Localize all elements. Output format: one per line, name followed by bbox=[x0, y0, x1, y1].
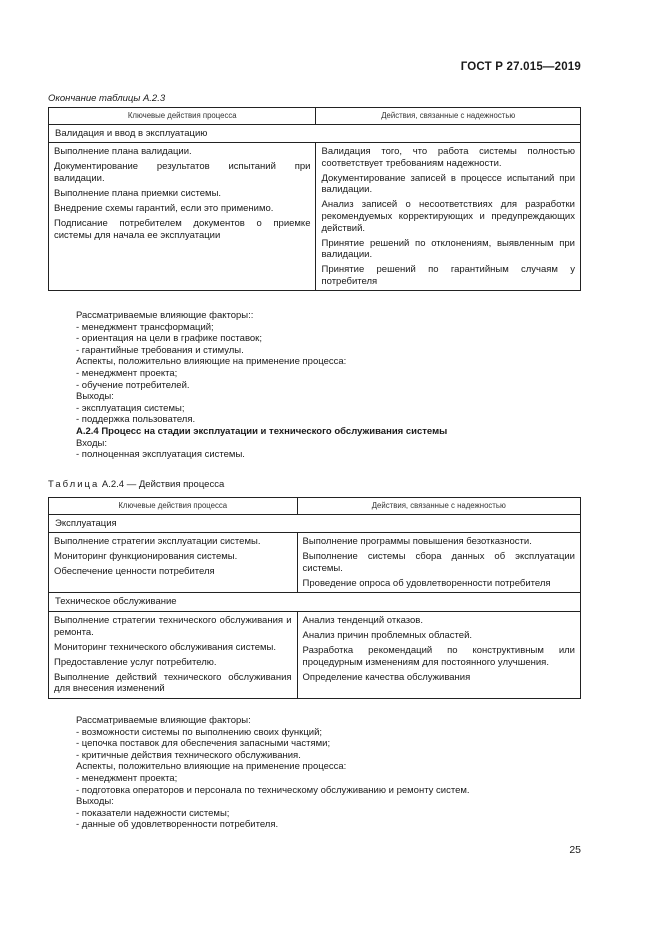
cell-paragraph: Принятие решений по гарантийным случаям у потребителя bbox=[321, 264, 575, 287]
cell-paragraph: Принятие решений по отклонениям, выявленным при валидации. bbox=[321, 237, 575, 261]
reliability-actions-cell bbox=[316, 143, 581, 291]
cell-paragraph: Внедрение схемы гарантий, если это применимо. bbox=[54, 202, 274, 214]
outputs-heading: Выходы: bbox=[76, 796, 114, 808]
reliability-actions-cell bbox=[297, 611, 580, 698]
cell-paragraph: Проведение опроса об удовлетворенности потребителя bbox=[302, 577, 551, 589]
cell-paragraph: Выполнение стратегии эксплуатации системы. bbox=[54, 536, 261, 548]
table-section-row bbox=[49, 124, 581, 143]
cell-paragraph: Разработка рекомендаций по конструктивным или процедурным изменениям для постоянного улучшения. bbox=[302, 645, 575, 668]
list-item: - гарантийные требования и стимулы. bbox=[76, 344, 244, 356]
cell-paragraph: Анализ причин проблемных областей. bbox=[302, 630, 473, 642]
list-item: - ориентация на цели в графике поставок; bbox=[76, 333, 262, 345]
list-item: - цепочка поставок для обеспечения запасными частями; bbox=[76, 738, 331, 750]
cell-paragraph: Обеспечение ценности потребителя bbox=[54, 566, 215, 578]
page-number: 25 bbox=[569, 844, 581, 856]
table-section-row bbox=[49, 593, 581, 612]
list-item: - подготовка операторов и персонала по техническому обслуживанию и ремонту систем. bbox=[76, 784, 470, 796]
key-actions-cell bbox=[49, 533, 298, 593]
cell-paragraph: Определение качества обслуживания bbox=[302, 671, 471, 683]
section-title: Валидация и ввод в эксплуатацию bbox=[49, 124, 581, 143]
cell-paragraph: Выполнение стратегии технического обслуживания и ремонта. bbox=[54, 614, 292, 638]
table-header-row bbox=[49, 498, 581, 515]
section-title: Эксплуатация bbox=[49, 514, 581, 533]
list-item: - данные об удовлетворенности потребителя. bbox=[76, 819, 279, 831]
reliability-actions-cell bbox=[297, 533, 580, 593]
cell-paragraph: Документирование результатов испытаний при валидации. bbox=[54, 161, 311, 184]
list-item: - поддержка пользователя. bbox=[76, 414, 196, 426]
cell-paragraph: Выполнение действий технического обслуживания для внесения изменений bbox=[54, 671, 292, 695]
cell-paragraph: Валидация того, что работа системы полностью соответствует требованиям надежности. bbox=[321, 146, 575, 169]
cell-paragraph: Выполнение плана валидации. bbox=[54, 146, 192, 158]
section-title: Техническое обслуживание bbox=[49, 593, 581, 612]
table-row bbox=[49, 611, 581, 698]
factors-heading: Рассматриваемые влияющие факторы:: bbox=[76, 310, 254, 321]
cell-paragraph: Мониторинг технического обслуживания системы. bbox=[54, 641, 276, 653]
section-heading: А.2.4 Процесс на стадии эксплуатации и технического обслуживания системы bbox=[76, 425, 448, 437]
cell-paragraph: Выполнение системы сбора данных об эксплуатации системы. bbox=[302, 551, 575, 574]
cell-paragraph: Выполнение программы повышения безотказности. bbox=[302, 536, 532, 548]
table-section-row bbox=[49, 514, 581, 533]
table-a23-end bbox=[48, 107, 581, 291]
list-item: - возможности системы по выполнению своих функций; bbox=[76, 726, 323, 738]
aspects-heading: Аспекты, положительно влияющие на применение процесса: bbox=[76, 356, 347, 368]
table-continuation-caption: Окончание таблицы А.2.3 bbox=[48, 93, 166, 104]
key-actions-cell bbox=[49, 611, 298, 698]
table-row bbox=[49, 143, 581, 291]
key-actions-cell bbox=[49, 143, 316, 291]
text-block-2 bbox=[48, 715, 588, 831]
factors-heading: Рассматриваемые влияющие факторы: bbox=[76, 715, 251, 726]
column-header: Ключевые действия процесса bbox=[49, 108, 316, 125]
list-item: - менеджмент проекта; bbox=[76, 367, 178, 379]
table-caption-title: А.2.4 — Действия процесса bbox=[101, 479, 225, 490]
list-item: - менеджмент трансформаций; bbox=[76, 321, 214, 333]
standard-code: ГОСТ Р 27.015—2019 bbox=[460, 61, 581, 73]
cell-paragraph: Подписание потребителем документов о приемке системы для начала ее эксплуатации bbox=[54, 217, 311, 241]
table-header-row bbox=[49, 108, 581, 125]
column-header: Действия, связанные с надежностью bbox=[316, 108, 581, 125]
list-item: - эксплуатация системы; bbox=[76, 402, 185, 414]
list-item: - критичные действия технического обслуживания. bbox=[76, 749, 301, 761]
column-header: Действия, связанные с надежностью bbox=[297, 498, 580, 515]
table-a24 bbox=[48, 497, 581, 699]
table-row bbox=[49, 533, 581, 593]
cell-paragraph: Выполнение плана приемки системы. bbox=[54, 187, 222, 199]
list-item: - показатели надежности системы; bbox=[76, 807, 230, 819]
table-caption-prefix: Таблица bbox=[48, 479, 100, 490]
cell-paragraph: Анализ тенденций отказов. bbox=[302, 614, 423, 626]
inputs-heading: Входы: bbox=[76, 437, 107, 449]
cell-paragraph: Предоставление услуг потребителю. bbox=[54, 656, 217, 668]
list-item: - полноценная эксплуатация системы. bbox=[76, 449, 245, 461]
cell-paragraph: Документирование записей в процессе испытаний при валидации. bbox=[321, 172, 575, 196]
list-item: - обучение потребителей. bbox=[76, 379, 190, 391]
text-block-1 bbox=[48, 310, 588, 461]
table-caption bbox=[48, 479, 224, 490]
aspects-heading: Аспекты, положительно влияющие на применение процесса: bbox=[76, 761, 347, 773]
column-header: Ключевые действия процесса bbox=[49, 498, 298, 515]
cell-paragraph: Мониторинг функционирования системы. bbox=[54, 551, 238, 563]
outputs-heading: Выходы: bbox=[76, 391, 114, 403]
list-item: - менеджмент проекта; bbox=[76, 772, 178, 784]
cell-paragraph: Анализ записей о несоответствиях для разработки рекомендуемых корректирующих и предупреждающих действий. bbox=[321, 199, 575, 234]
